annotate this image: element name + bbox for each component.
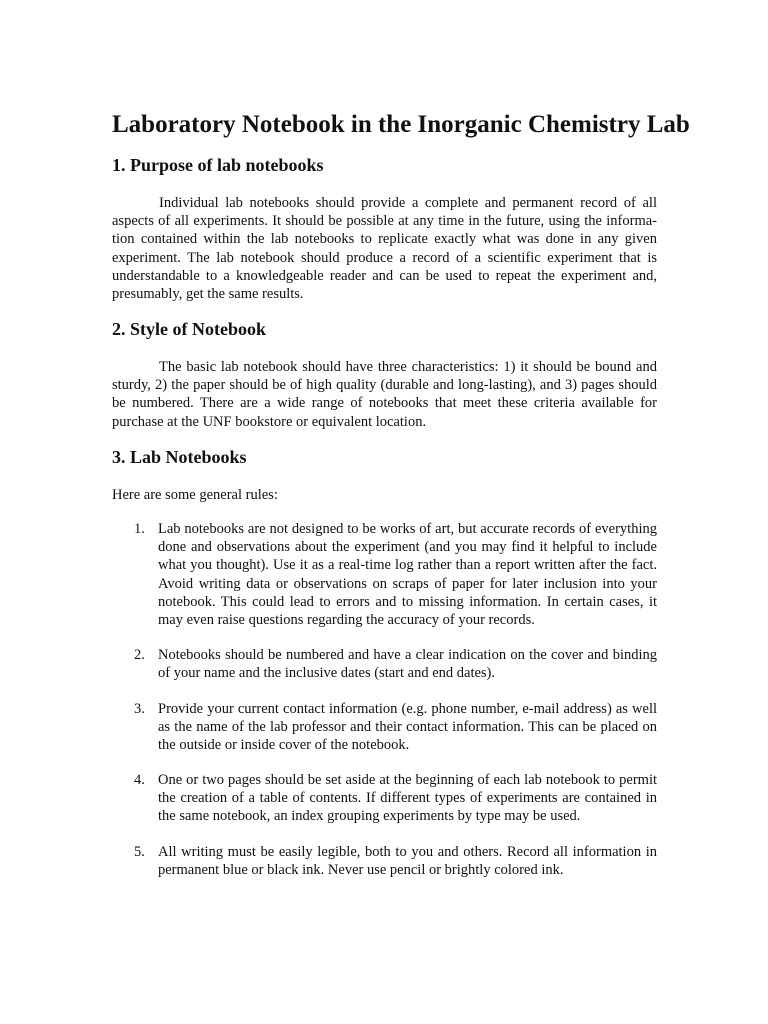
- list-item-text: Notebooks should be numbered and have a clear indication on the cover and binding of your name and the inclusive dates (start and end dates).: [158, 647, 657, 682]
- rules-intro: Here are some general rules:: [112, 487, 278, 503]
- list-item-number: 1.: [134, 521, 145, 537]
- list-item-number: 3.: [134, 701, 145, 717]
- list-item-number: 2.: [134, 647, 145, 663]
- section-heading-style: 2. Style of Notebook: [112, 319, 266, 339]
- document-title: Laboratory Notebook in the Inorganic Chemistry Lab: [112, 111, 690, 138]
- list-item-text: Provide your current contact information (e.g. phone number, e-mail address) as well as the name of the lab professor and their contact information. This can be placed on the outside or inside cover of the notebook.: [158, 701, 657, 754]
- list-item-number: 4.: [134, 772, 145, 788]
- list-item-text: All writing must be easily legible, both to you and others. Record all information in permanent blue or black ink. Never use pencil or brightly colored ink.: [158, 844, 657, 879]
- section-paragraph-style: The basic lab notebook should have three characteristics: 1) it should be bound and sturdy, 2) the paper should be of high quality (durable and long-lasting), and 3) pages should be numbered. There are a wide range of notebooks that meet these criteria available for purchase at the UNF bookstore or equivalent location.: [112, 359, 657, 430]
- list-item-text: Lab notebooks are not designed to be works of art, but accurate records of everything done and observations about the experiment (and you may find it helpful to include what you thought). Use it as a real-time log rather than a report written after the fact. Avoid writing data or observations on scraps of paper for later inclusion into your notebook. This could lead to errors and to missing information. In certain cases, it may even raise questions regarding the accuracy of your records.: [158, 521, 657, 629]
- section-heading-lab-notebooks: 3. Lab Notebooks: [112, 447, 247, 467]
- section-heading-purpose: 1. Purpose of lab notebooks: [112, 155, 324, 175]
- list-item-number: 5.: [134, 844, 145, 860]
- list-item-text: One or two pages should be set aside at the beginning of each lab notebook to permit the creation of a table of contents. If different types of experiments are contained in the same notebook, an index grouping experiments by type may be used.: [158, 772, 657, 825]
- section-paragraph-purpose: Individual lab notebooks should provide a complete and permanent record of all aspects of all experiments. It should be possible at any time in the future, using the informa-tion contained within the lab notebooks to replicate exactly what was done in any given experiment. The lab notebook should produce a record of a scientific experiment that is understandable to a knowledgeable reader and can be used to repeat the experiment and, presumably, get the same results.: [112, 195, 657, 303]
